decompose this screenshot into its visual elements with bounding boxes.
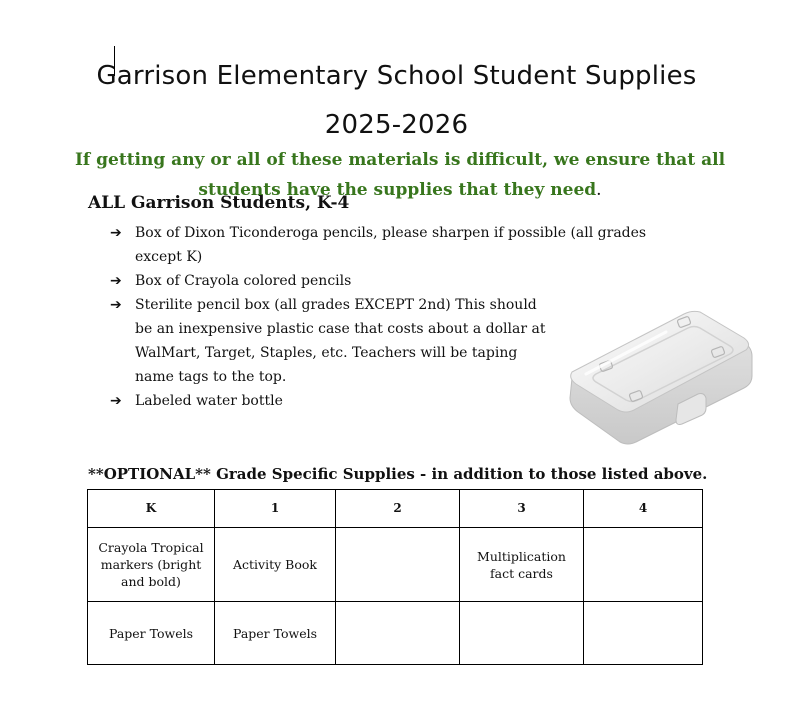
arrow-bullet-icon: ➔ xyxy=(110,393,122,409)
supply-item-text: Labeled water bottle xyxy=(135,393,283,409)
table-cell: Crayola Tropical markers (bright and bold) xyxy=(88,528,215,602)
supply-item-text: Box of Dixon Ticonderoga pencils, please sharpen if possible (all grades except K) xyxy=(135,225,647,265)
table-row xyxy=(88,602,703,665)
notice-period: . xyxy=(596,180,602,200)
column-header-k: K xyxy=(88,490,215,528)
table-cell xyxy=(460,602,584,665)
table-row xyxy=(88,528,703,602)
table-cell xyxy=(584,602,703,665)
list-item xyxy=(110,221,690,269)
supply-item-text: Box of Crayola colored pencils xyxy=(135,273,352,289)
all-students-heading: ALL Garrison Students, K-4 xyxy=(88,193,350,213)
arrow-bullet-icon: ➔ xyxy=(110,297,122,313)
column-header-4: 4 xyxy=(584,490,703,528)
supply-item-text: Sterilite pencil box (all grades EXCEPT 2nd) This should be an inexpensive plastic case that costs about a dollar at WalMart, Target, Staples, etc. Teachers will be taping name tags to the top. xyxy=(135,297,546,385)
table-cell: Multiplication fact cards xyxy=(460,528,584,602)
list-item xyxy=(110,269,690,293)
school-year: 2025-2026 xyxy=(324,109,469,140)
table-header-row xyxy=(88,490,703,528)
page-title: Garrison Elementary School Student Supplies xyxy=(96,61,697,92)
list-item xyxy=(110,293,555,389)
pencil-box-icon xyxy=(566,300,758,450)
table-cell: Paper Towels xyxy=(215,602,336,665)
grade-supplies-table xyxy=(87,489,703,665)
arrow-bullet-icon: ➔ xyxy=(110,273,122,289)
arrow-bullet-icon: ➔ xyxy=(110,225,122,241)
table-cell xyxy=(584,528,703,602)
column-header-3: 3 xyxy=(460,490,584,528)
column-header-2: 2 xyxy=(336,490,460,528)
table-cell xyxy=(336,528,460,602)
optional-supplies-heading: **OPTIONAL** Grade Specific Supplies - in addition to those listed above. xyxy=(88,465,708,483)
table-cell: Activity Book xyxy=(215,528,336,602)
column-header-1: 1 xyxy=(215,490,336,528)
table-cell: Paper Towels xyxy=(88,602,215,665)
table-cell xyxy=(336,602,460,665)
assistance-notice-text: If getting any or all of these materials is difficult, we ensure that all students have the supplies that they need xyxy=(74,150,726,200)
